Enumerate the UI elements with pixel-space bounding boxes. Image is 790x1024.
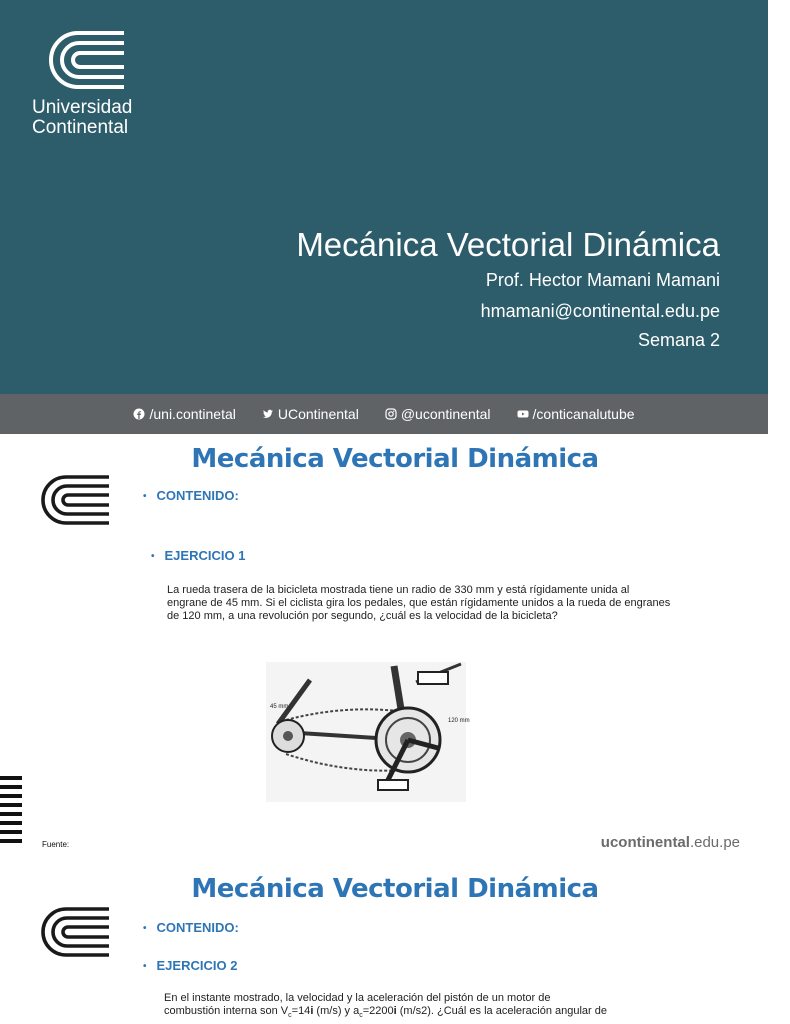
social-twitter-label: UContinental: [277, 406, 359, 422]
cover-slide: [0, 0, 768, 394]
university-name: [32, 98, 132, 138]
slide-exercise-1: [0, 434, 768, 864]
week-label: Semana 2: [637, 330, 720, 350]
website-link[interactable]: [601, 834, 740, 851]
social-twitter[interactable]: [262, 406, 359, 422]
exercise-text-line1: En el instante mostrado, la velocidad y la aceleración del pistón de un motor de: [164, 992, 551, 1004]
website-bold: ucontinental: [600, 834, 690, 851]
source-label: Fuente:: [42, 840, 70, 849]
side-stripes-icon: [0, 776, 22, 844]
exercise-text-line2: combustión interna son $V_c=14i$ (m/s) y $a_c=2200i$ (m/s2). ¿Cuál es la aceleración angular de: [164, 1005, 608, 1020]
professor-email[interactable]: hmamani@continental.edu.pe: [480, 301, 720, 321]
bicycle-gear-figure: [266, 662, 470, 802]
university-logo-icon: [40, 906, 110, 958]
social-instagram-label: @ucontinental: [400, 406, 491, 422]
social-facebook[interactable]: [133, 406, 235, 422]
university-logo-icon: [40, 474, 110, 526]
slide-exercise-2: [0, 864, 768, 1024]
figure-label-small-gear: 45 mm: [270, 704, 289, 710]
twitter-icon: [262, 408, 274, 420]
slide-title: Mecánica Vectorial Dinámica: [191, 444, 599, 474]
facebook-icon: [133, 408, 145, 420]
social-instagram[interactable]: [385, 406, 491, 422]
exercise-label: EJERCICIO 2: [156, 958, 238, 973]
social-bar: [0, 394, 768, 434]
social-facebook-label: /uni.continetal: [149, 406, 236, 422]
university-line2: Continental: [32, 117, 129, 138]
social-youtube-label: /conticanalutube: [532, 406, 635, 422]
exercise-text: La rueda trasera de la bicicleta mostrada tiene un radio de 330 mm y está rígidamente unida al engrane de 45 mm. Si el ciclista gira los pedales, que están rígidamente unidos a la rueda de engranes de 120 mm, a una revolución por segundo, ¿cuál es la velocidad de la bicicleta?: [167, 584, 671, 622]
contenido-heading: • CONTENIDO:: [143, 488, 239, 503]
university-logo-icon: [48, 30, 126, 90]
slide-title: Mecánica Vectorial Dinámica: [191, 874, 599, 904]
course-title: Mecánica Vectorial Dinámica: [296, 226, 720, 263]
university-line1: Universidad: [32, 97, 133, 118]
professor-name: Prof. Hector Mamani Mamani: [485, 270, 720, 290]
figure-label-big-gear: 120 mm: [448, 718, 470, 724]
contenido-label: CONTENIDO:: [156, 488, 239, 503]
instagram-icon: [385, 408, 397, 420]
contenido-heading: • CONTENIDO:: [143, 920, 239, 935]
youtube-icon: [517, 408, 529, 420]
contenido-label: CONTENIDO:: [156, 920, 239, 935]
exercise-heading: • EJERCICIO 1: [151, 548, 246, 563]
website-domain: .edu.pe: [689, 834, 740, 851]
social-youtube[interactable]: [517, 406, 635, 422]
exercise-heading: • EJERCICIO 2: [143, 958, 238, 973]
exercise-text: [164, 992, 656, 1022]
exercise-label: EJERCICIO 1: [164, 548, 246, 563]
